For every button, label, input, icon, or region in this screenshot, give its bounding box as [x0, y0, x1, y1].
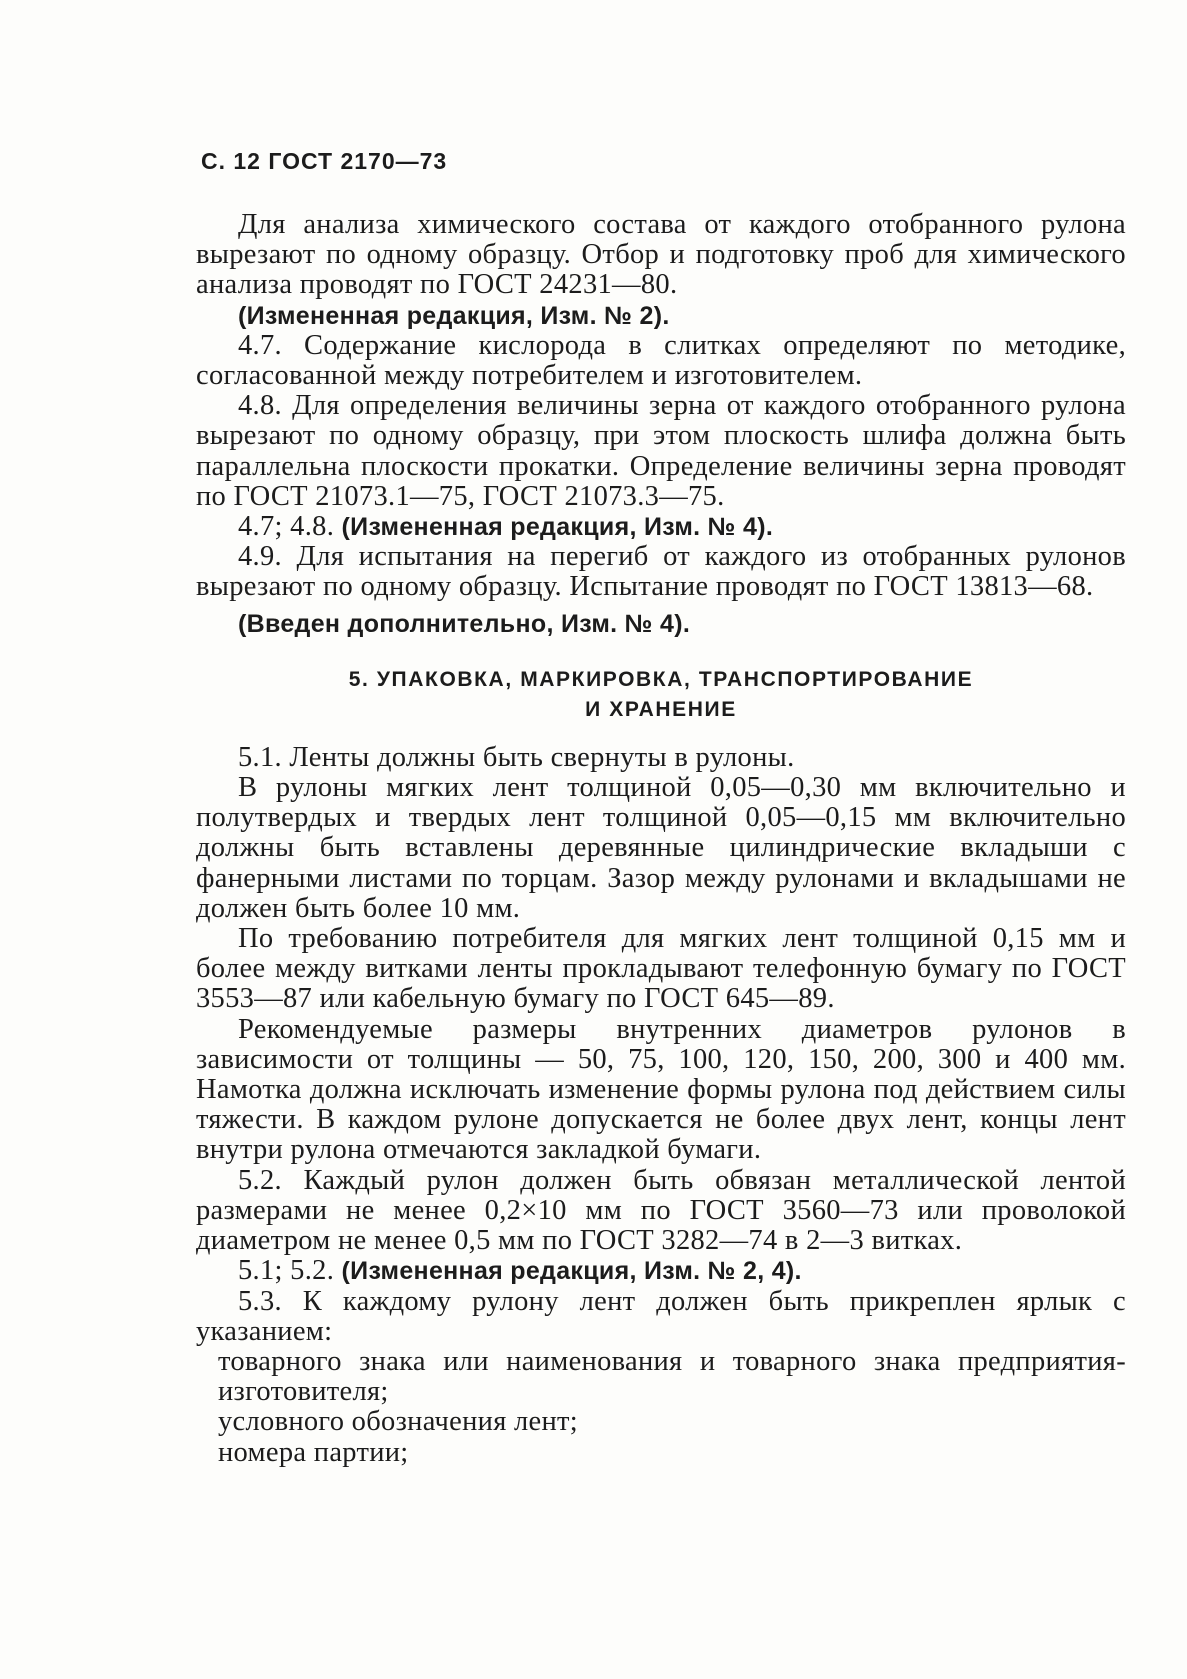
amendment-note: [196, 609, 1126, 639]
section-title: [196, 665, 1126, 725]
amendment-note: [196, 1256, 1126, 1286]
clause-4-7: 4.7. Содержание кислорода в слитках определяют по методике, согласованной между потребителем и изготовителем.: [196, 329, 1126, 392]
clause-4-8: 4.8. Для определения величины зерна от каждого отобранного рулона вырезают по одному образцу, при этом плоскость шлифа должна быть параллельна плоскости прокатки. Определение величины зерна проводят по ГОСТ 21073.1—75, ГОСТ 21073.3—75.: [196, 390, 1126, 512]
clause-4-9: 4.9. Для испытания на перегиб от каждого из отобранных рулонов вырезают по одному образцу. Испытание проводят по ГОСТ 13813—68.: [196, 541, 1126, 603]
amendment-note: [196, 512, 1126, 542]
section-title-line1: 5. УПАКОВКА, МАРКИРОВКА, ТРАНСПОРТИРОВАНИЕ: [348, 667, 974, 691]
page-header: С. 12 ГОСТ 2170—73: [201, 148, 448, 174]
amendment-note-text: (Измененная редакция, Изм. № 4).: [341, 513, 774, 542]
paragraph-diameters: Рекомендуемые размеры внутренних диаметров рулонов в зависимости от толщины — 50, 75, 100, 120, 150, 200, 300 и 400 мм. Намотка должна исключать изменение формы рулона под действием силы тяжести. В каждом рулоне допускается не более двух лент, концы лент внутри рулона отмечаются закладкой бумаги.: [196, 1013, 1126, 1166]
list-item-trademark: товарного знака или наименования и товарного знака предприятия-изготовителя;: [218, 1345, 1126, 1408]
amendment-clause-ref: 5.1; 5.2.: [238, 1255, 342, 1287]
paragraph-chemical-analysis: Для анализа химического состава от каждого отобранного рулона вырезают по одному образцу. Отбор и подготовку проб для химического анализа проводят по ГОСТ 24231—80.: [196, 209, 1126, 301]
section-title-line2: И ХРАНЕНИЕ: [585, 697, 737, 721]
clause-5-3: 5.3. К каждому рулону лент должен быть прикреплен ярлык с указанием:: [196, 1285, 1126, 1347]
document-body: [196, 210, 1126, 1468]
paragraph-paper-layers: По требованию потребителя для мягких лент толщиной 0,15 мм и более между витками ленты прокладывают телефонную бумагу по ГОСТ 3553—87 или кабельную бумагу по ГОСТ 645—89.: [196, 923, 1126, 1015]
amendment-note-text: (Измененная редакция, Изм. № 2, 4).: [341, 1257, 802, 1286]
list-item-batch: номера партии;: [218, 1436, 409, 1468]
amendment-note-text: (Измененная редакция, Изм. № 2).: [238, 301, 670, 330]
amendment-clause-ref: 4.7; 4.8.: [238, 511, 342, 543]
list-item-designation: условного обозначения лент;: [218, 1406, 579, 1438]
amendment-note: [196, 301, 1126, 331]
paragraph-inserts: В рулоны мягких лент толщиной 0,05—0,30 мм включительно и полутвердых и твердых лент толщиной 0,05—0,15 мм включительно должны быть вставлены деревянные цилиндрические вкладыши с фанерными листами по торцам. Зазор между рулонами и вкладышами не должен быть более 10 мм.: [196, 772, 1126, 924]
amendment-note-text: (Введен дополнительно, Изм. № 4).: [238, 609, 691, 638]
clause-5-2: 5.2. Каждый рулон должен быть обвязан металлической лентой размерами не менее 0,2×10 мм по ГОСТ 3560—73 или проволокой диаметром не менее 0,5 мм по ГОСТ 3282—74 в 2—3 витках.: [196, 1164, 1126, 1257]
clause-5-1: 5.1. Ленты должны быть свернуты в рулоны.: [238, 741, 795, 773]
